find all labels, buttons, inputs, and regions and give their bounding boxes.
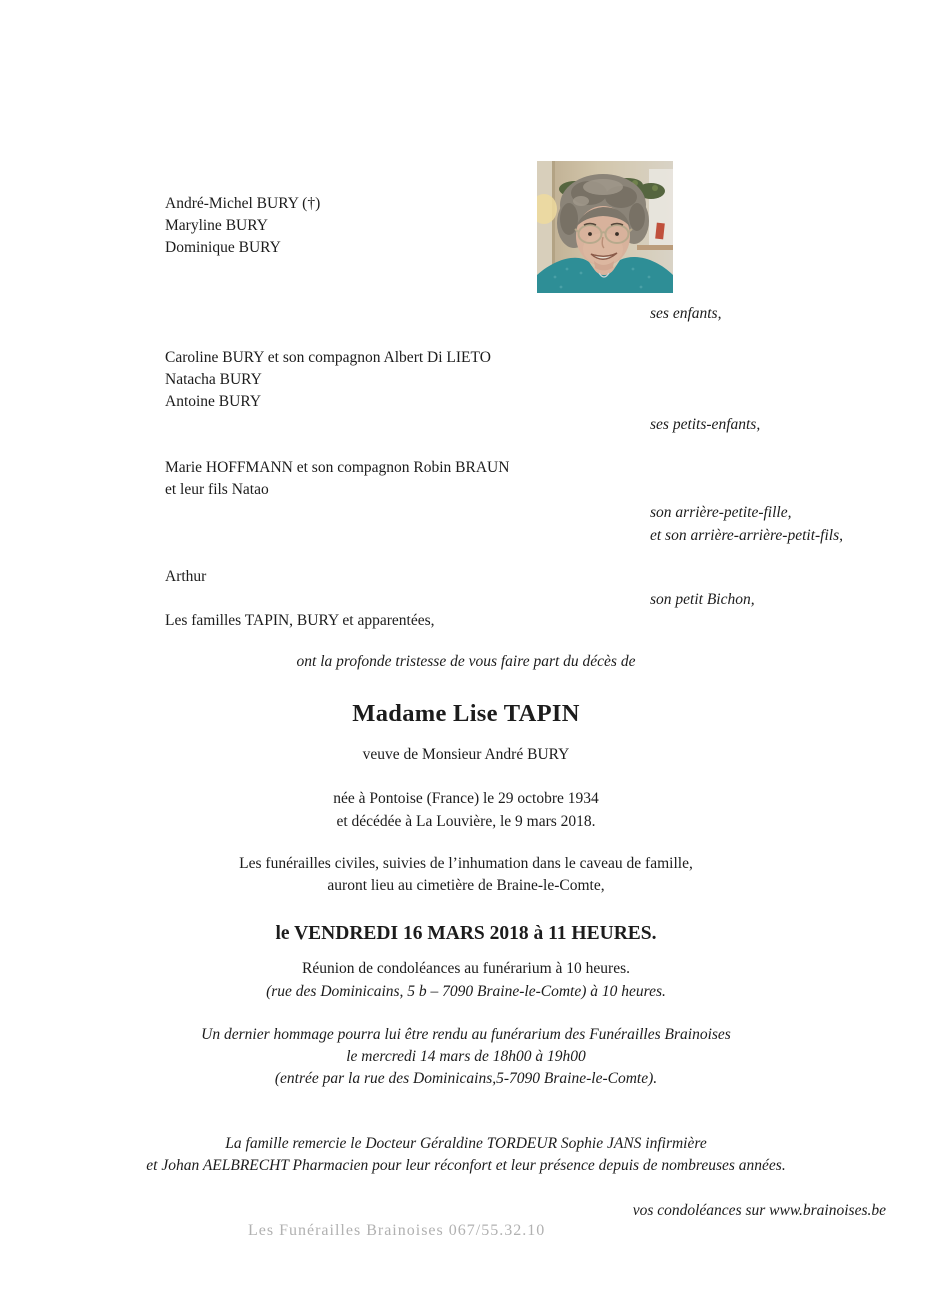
name-line: Maryline BURY: [165, 217, 268, 234]
widow-line: veuve de Monsieur André BURY: [362, 746, 570, 763]
relation-label: son arrière-petite-fille,: [650, 504, 792, 521]
birth-line: née à Pontoise (France) le 29 octobre 1934: [333, 790, 599, 807]
relation-label: et son arrière-arrière-petit-fils,: [650, 527, 844, 544]
pet-label: son petit Bichon,: [650, 591, 755, 608]
funeral-line: Les funérailles civiles, suivies de l’inhumation dans le caveau de famille,: [239, 855, 693, 872]
condolence-block: [0, 957, 932, 1003]
condolences-website: vos condoléances sur www.brainoises.be: [632, 1202, 886, 1219]
birth-death-block: [0, 787, 932, 833]
deceased-name: Madame Lise TAPIN: [352, 700, 580, 727]
funeral-line: auront lieu au cimetière de Braine-le-Comte,: [327, 877, 605, 894]
portrait-photo: [537, 161, 673, 293]
children-names-block: [165, 193, 320, 259]
families-line: Les familles TAPIN, BURY et apparentées,: [165, 612, 435, 629]
ceremony-date-line: le VENDREDI 16 MARS 2018 à 11 HEURES.: [275, 923, 657, 944]
thanks-line: et Johan AELBRECHT Pharmacien pour leur réconfort et leur présence depuis de nombreuses années.: [146, 1157, 786, 1174]
announcement-intro: ont la profonde tristesse de vous faire part du décès de: [296, 653, 636, 670]
grandchildren-names-block: [165, 347, 491, 413]
condolence-address: (rue des Dominicains, 5 b – 7090 Braine-le-Comte) à 10 heures.: [266, 983, 666, 1000]
condolence-line: Réunion de condoléances au funérarium à 10 heures.: [302, 960, 630, 977]
portrait-photo-graphic: [537, 161, 673, 293]
name-line: Dominique BURY: [165, 239, 281, 256]
tribute-line: Un dernier hommage pourra lui être rendu au funérarium des Funérailles Brainoises: [201, 1026, 731, 1043]
funeral-home-footer: Les Funérailles Brainoises 067/55.32.10: [248, 1222, 546, 1239]
thanks-line: La famille remercie le Docteur Géraldine TORDEUR Sophie JANS infirmière: [225, 1135, 707, 1152]
great-grandchildren-labels: [650, 501, 843, 547]
thanks-block: [0, 1133, 932, 1177]
name-line: Marie HOFFMANN et son compagnon Robin BRAUN: [165, 459, 510, 476]
tribute-line: le mercredi 14 mars de 18h00 à 19h00: [346, 1048, 586, 1065]
children-label: ses enfants,: [650, 305, 722, 322]
grandchildren-label: ses petits-enfants,: [650, 416, 761, 433]
name-line: et leur fils Natao: [165, 481, 269, 498]
tribute-line: (entrée par la rue des Dominicains,5-7090 Braine-le-Comte).: [274, 1070, 658, 1087]
name-line: André-Michel BURY (†): [165, 195, 321, 212]
death-line: et décédée à La Louvière, le 9 mars 2018.: [336, 813, 596, 830]
pet-name: Arthur: [165, 568, 207, 585]
tribute-block: [0, 1024, 932, 1090]
funeral-info-block: [0, 853, 932, 897]
great-grandchildren-names-block: [165, 457, 509, 501]
name-line: Antoine BURY: [165, 393, 262, 410]
name-line: Caroline BURY et son compagnon Albert Di LIETO: [165, 349, 491, 366]
name-line: Natacha BURY: [165, 371, 262, 388]
